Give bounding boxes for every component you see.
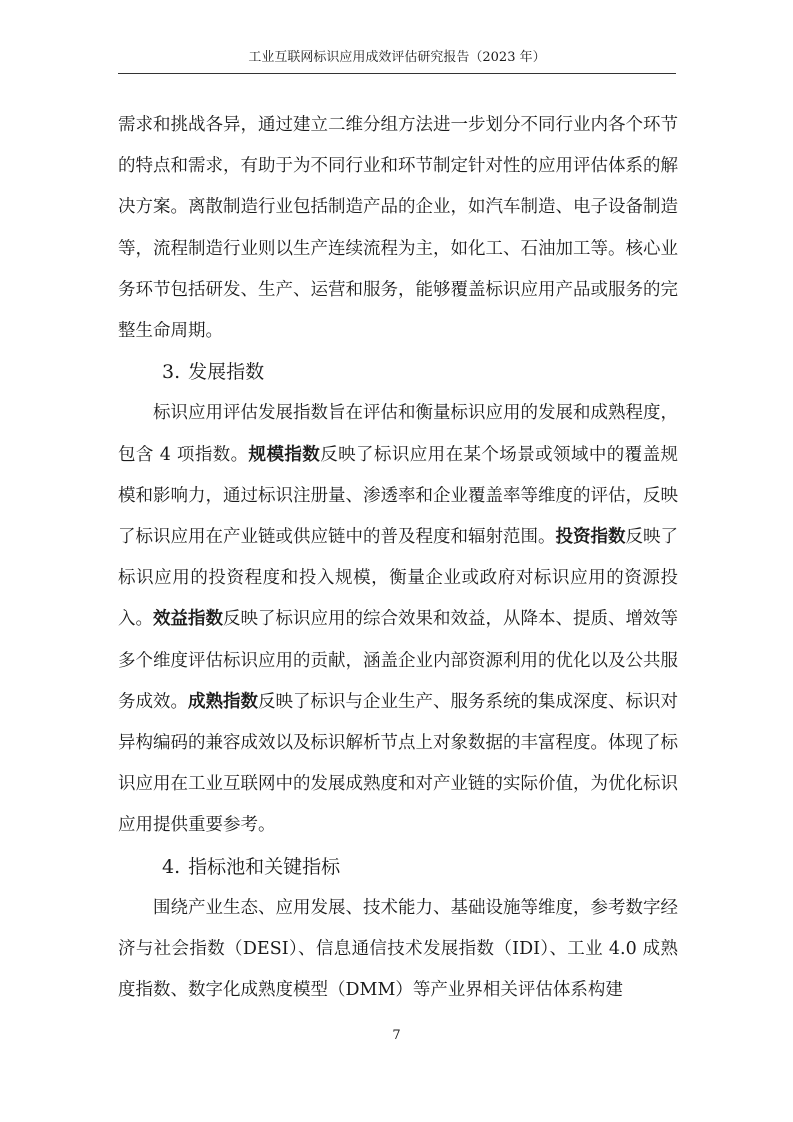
section-heading-3 [118,352,678,393]
section-number: 3. [162,361,181,384]
indicator-pool-paragraph: 围绕产业生态、应用发展、技术能力、基础设施等维度，参考数字经济与社会指数（DESI）、信息通信技术发展指数（IDI）、工业 4.0 成熟度指数、数字化成熟度模型（DMM）等产业界相关评估体系构建 [118,897,678,1001]
intro-text: 标识应用评估发展指数旨在评估和衡量标识应用的发展和成熟程度，包含 4 项指数。 [118,403,678,465]
benefit-index-text: 反映了标识应用的综合效果和效益，从降本、提质、增效等多个维度评估标识应用的贡献，涵盖企业内部资源利用的优化以及公共服务成效。 [118,609,678,712]
term-benefit-index: 效益指数 [153,609,223,630]
term-maturity-index: 成熟指数 [188,691,258,712]
document-body [118,105,678,1011]
development-index-paragraph [118,393,678,846]
maturity-index-text: 反映了标识与企业生产、服务系统的集成深度、标识对异构编码的兼容成效以及标识解析节点上对象数据的丰富程度。体现了标识应用在工业互联网中的发展成熟度和对产业链的实际价值，为优化标识应用提供重要参考。 [118,691,678,836]
continued-paragraph: 需求和挑战各异，通过建立二维分组方法进一步划分不同行业内各个环节的特点和需求，有助于为不同行业和环节制定针对性的应用评估体系的解决方案。离散制造行业包括制造产品的企业，如汽车制造、电子设备制造等，流程制造行业则以生产连续流程为主，如化工、石油加工等。核心业务环节包括研发、生产、运营和服务，能够覆盖标识应用产品或服务的完整生命周期。 [118,115,678,342]
header-divider [118,73,676,74]
term-investment-index: 投资指数 [555,527,626,548]
running-header: 工业互联网标识应用成效评估研究报告（2023 年） [248,50,546,65]
section-title: 发展指数 [188,361,265,384]
investment-index-text: 反映了标识应用的投资程度和投入规模，衡量企业或政府对标识应用的资源投入。 [118,527,678,630]
section-title: 指标池和关键指标 [188,855,341,878]
page-number: 7 [392,1028,401,1043]
section-number: 4. [162,855,181,878]
scale-index-text: 反映了标识应用在某个场景或领域中的覆盖规模和影响力，通过标识注册量、渗透率和企业覆盖率等维度的评估，反映了标识应用在产业链或供应链中的普及程度和辐射范围。 [118,444,679,548]
section-heading-4 [118,847,678,888]
term-scale-index: 规模指数 [248,444,321,465]
